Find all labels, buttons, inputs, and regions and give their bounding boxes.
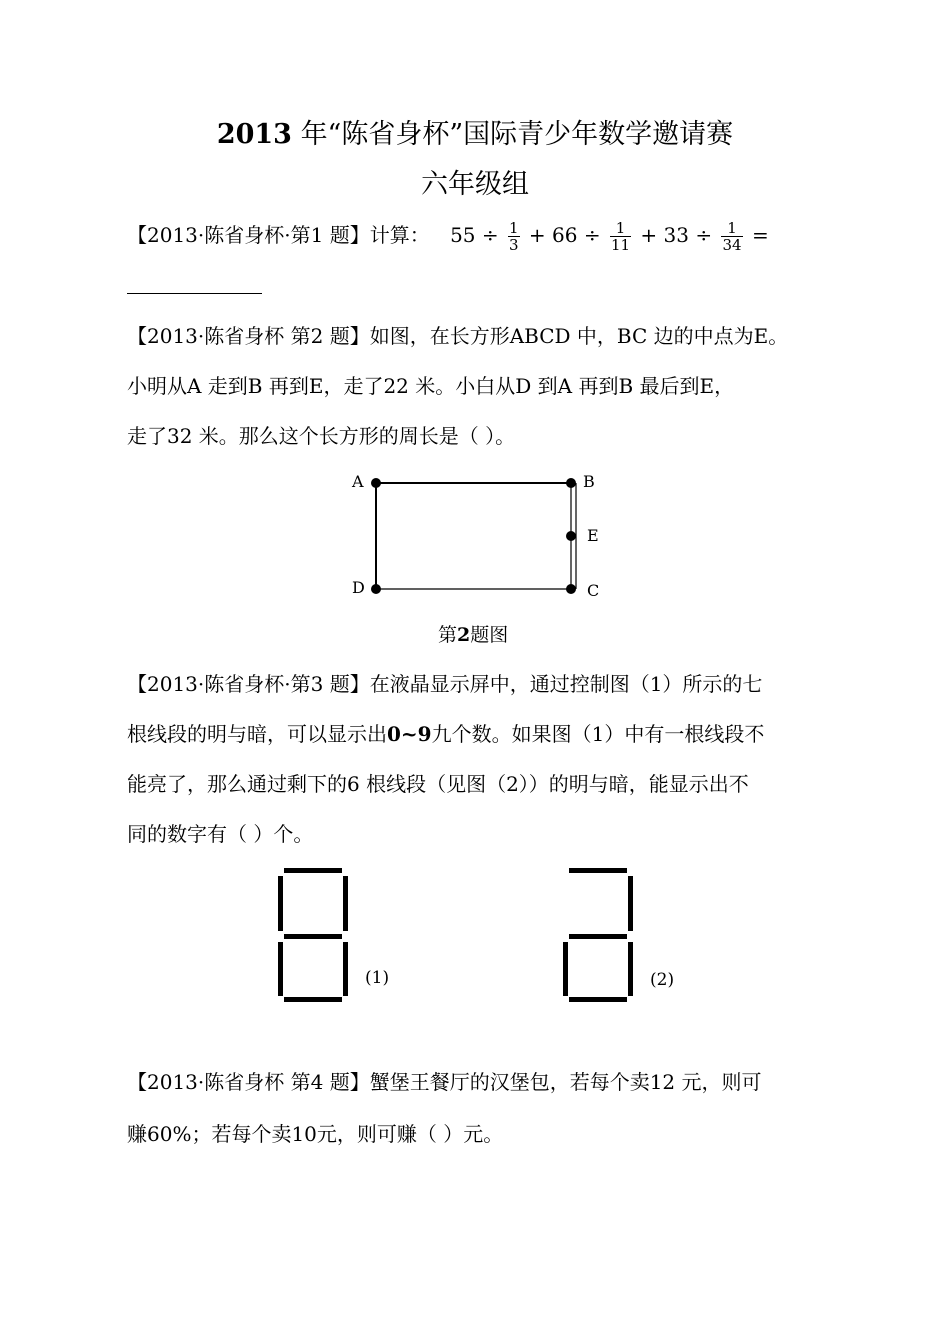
q1-fraction-3-denominator: 34 [722, 236, 742, 254]
q1-tag: 【2013·陈省身杯·第1 题】计算： [127, 223, 430, 247]
caption-number: 2 [457, 624, 471, 646]
segment-bottom [284, 997, 342, 1002]
segment-middle [284, 934, 342, 939]
page-subtitle: 六年级组 [421, 169, 529, 200]
q1-divide-1: ÷ [481, 223, 499, 247]
q2-line-1: 【2013·陈省身杯 第2 题】如图，在长方形ABCD 中，BC 边的中点为E。 [127, 324, 789, 348]
segment-top [284, 868, 342, 873]
title-name: 年“陈省身杯”国际青少年数学邀请赛 [300, 119, 734, 150]
point-d [371, 584, 381, 594]
q1-fraction-1-denominator: 3 [509, 236, 519, 254]
segment-upper-right [343, 876, 348, 931]
segment-lower-left [563, 942, 568, 996]
q3-line-4: 同的数字有（ ）个。 [127, 822, 314, 846]
seven-segment-broken [555, 865, 645, 1005]
title-year: 2013 [216, 119, 292, 150]
q2-line-2: 小明从A 走到B 再到E，走了22 米。小白从D 到A 再到B 最后到E， [127, 374, 735, 398]
q4-line-1: 【2013·陈省身杯 第4 题】蟹堡王餐厅的汉堡包，若每个卖12 元，则可 [127, 1070, 762, 1094]
segment-lower-right [343, 942, 348, 996]
q3-digits-range: 0~9 [387, 722, 432, 746]
figure-2-label: (2) [650, 970, 675, 990]
point-c [566, 584, 576, 594]
q3-line-1: 【2013·陈省身杯·第3 题】在液晶显示屏中，通过控制图（1）所示的七 [127, 672, 763, 696]
q1-term-2: 66 [552, 223, 578, 247]
point-b [566, 478, 576, 488]
question-1 [127, 220, 769, 253]
q1-fraction-3-numerator: 1 [721, 220, 742, 237]
q1-term-1: 55 [450, 223, 476, 247]
seven-segment-full [270, 865, 360, 1005]
label-a: A [352, 472, 364, 491]
q1-fraction-2-denominator: 11 [610, 236, 631, 254]
q1-fraction-1-numerator: 1 [509, 219, 519, 237]
point-a [371, 478, 381, 488]
q2-line-3: 走了32 米。那么这个长方形的周长是（ ）。 [127, 424, 516, 448]
caption-prefix: 第 [438, 624, 458, 646]
label-d: D [352, 578, 365, 597]
segment-upper-right [628, 876, 633, 931]
q1-fraction-2 [610, 220, 631, 253]
segment-middle [569, 934, 627, 939]
segment-upper-left [278, 876, 283, 931]
q1-fraction-3 [721, 220, 742, 253]
label-b: B [583, 472, 595, 491]
segment-bottom [569, 997, 627, 1002]
q1-fraction-2-numerator: 1 [610, 220, 631, 237]
q4-line-2: 赚60%；若每个卖10元，则可赚（ ）元。 [127, 1122, 504, 1146]
q3-line-2 [127, 720, 764, 748]
label-c: C [587, 581, 600, 600]
segment-lower-right [628, 942, 633, 996]
segment-top [569, 868, 627, 873]
label-e: E [587, 526, 599, 545]
q1-answer-blank [127, 293, 262, 294]
segment-lower-left [278, 942, 283, 996]
q1-plus-2: + [640, 223, 658, 247]
q1-equals: = [751, 223, 769, 247]
q3-line-2c: 九个数。如果图（1）中有一根线段不 [431, 722, 765, 746]
q3-line-2a: 根线段的明与暗，可以显示出 [127, 722, 387, 746]
point-e [566, 531, 576, 541]
q1-divide-2: ÷ [583, 223, 601, 247]
q1-divide-3: ÷ [695, 223, 713, 247]
figure-1-label: (1) [365, 968, 390, 988]
q1-fraction-1 [508, 220, 520, 253]
q1-term-3: 33 [663, 223, 689, 247]
caption-suffix: 题图 [470, 624, 509, 646]
page-title [0, 112, 950, 151]
q3-line-3: 能亮了，那么通过剩下的6 根线段（见图（2））的明与暗，能显示出不 [127, 772, 749, 796]
rectangle-figure [340, 465, 620, 610]
figure-2-caption [438, 620, 508, 647]
q1-plus-1: + [528, 223, 546, 247]
